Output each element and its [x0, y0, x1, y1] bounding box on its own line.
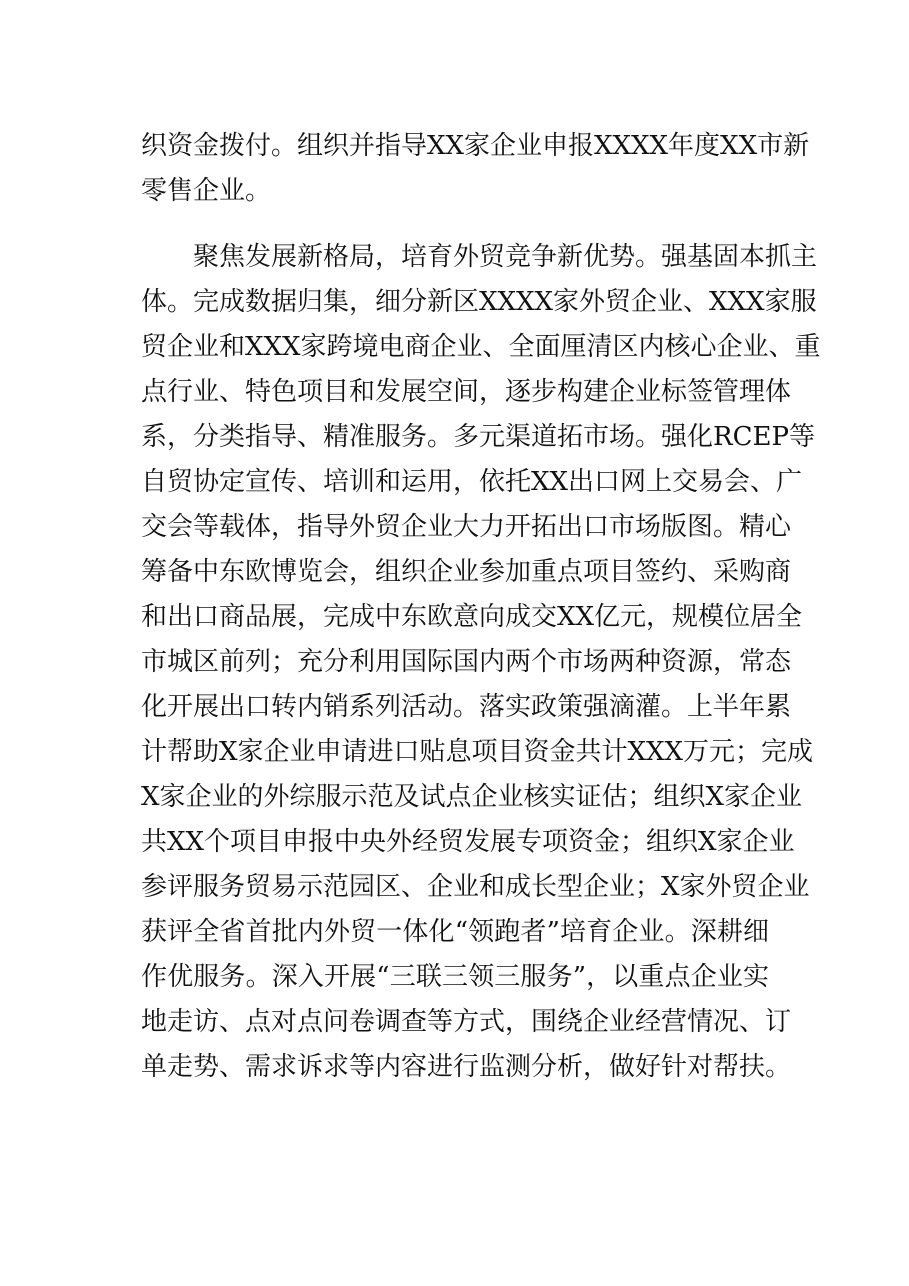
text-line: 计帮助X家企业申请进口贴息项目资金共计XXX万元；完成 — [141, 737, 814, 767]
text-line: X家企业的外综服示范及试点企业核实证估；组织X家企业 — [141, 782, 803, 812]
text-line: 自贸协定宣传、培训和运用，依托XX出口网上交易会、广 — [141, 467, 803, 497]
text-line: 系，分类指导、精准服务。多元渠道拓市场。强化RCEP等 — [141, 422, 815, 452]
text-line: 化开展出口转内销系列活动。落实政策强滴灌。上半年累 — [141, 692, 792, 722]
text-line: 零售企业。 — [141, 176, 272, 206]
text-line: 获评全省首批内外贸一体化“领跑者”培育企业。深耕细 — [141, 917, 769, 947]
text-line: 体。完成数据归集，细分新区XXXX家外贸企业、XXX家服 — [141, 287, 817, 317]
text-line: 参评服务贸易示范园区、企业和成长型企业；X家外贸企业 — [141, 872, 810, 902]
text-line: 地走访、点对点问卷调查等方式，围绕企业经营情况、订 — [141, 1007, 792, 1037]
text-line: 织资金拨付。组织并指导XX家企业申报XXXX年度XX市新 — [141, 131, 810, 161]
text-line: 共XX个项目申报中央外经贸发展专项资金；组织X家企业 — [141, 827, 795, 857]
text-line: 市城区前列；充分利用国际国内两个市场两种资源，常态 — [141, 647, 792, 677]
text-line: 点行业、特色项目和发展空间，逐步构建企业标签管理体 — [141, 377, 792, 407]
text-line: 和出口商品展，完成中东欧意向成交XX亿元，规模位居全 — [141, 602, 803, 632]
paragraph-2 — [141, 235, 821, 1090]
text-line: 贸企业和XXX家跨境电商企业、全面厘清区内核心企业、重 — [141, 332, 821, 362]
text-line: 交会等载体，指导外贸企业大力开拓出口市场版图。精心 — [141, 512, 792, 542]
text-line: 聚焦发展新格局，培育外贸竞争新优势。强基固本抓主 — [193, 242, 818, 272]
text-line: 筹备中东欧博览会，组织企业参加重点项目签约、采购商 — [141, 557, 792, 587]
paragraph-1 — [141, 124, 810, 214]
text-line: 单走势、需求诉求等内容进行监测分析，做好针对帮扶。 — [141, 1052, 792, 1082]
text-line: 作优服务。深入开展“三联三领三服务”，以重点企业实 — [141, 962, 769, 992]
